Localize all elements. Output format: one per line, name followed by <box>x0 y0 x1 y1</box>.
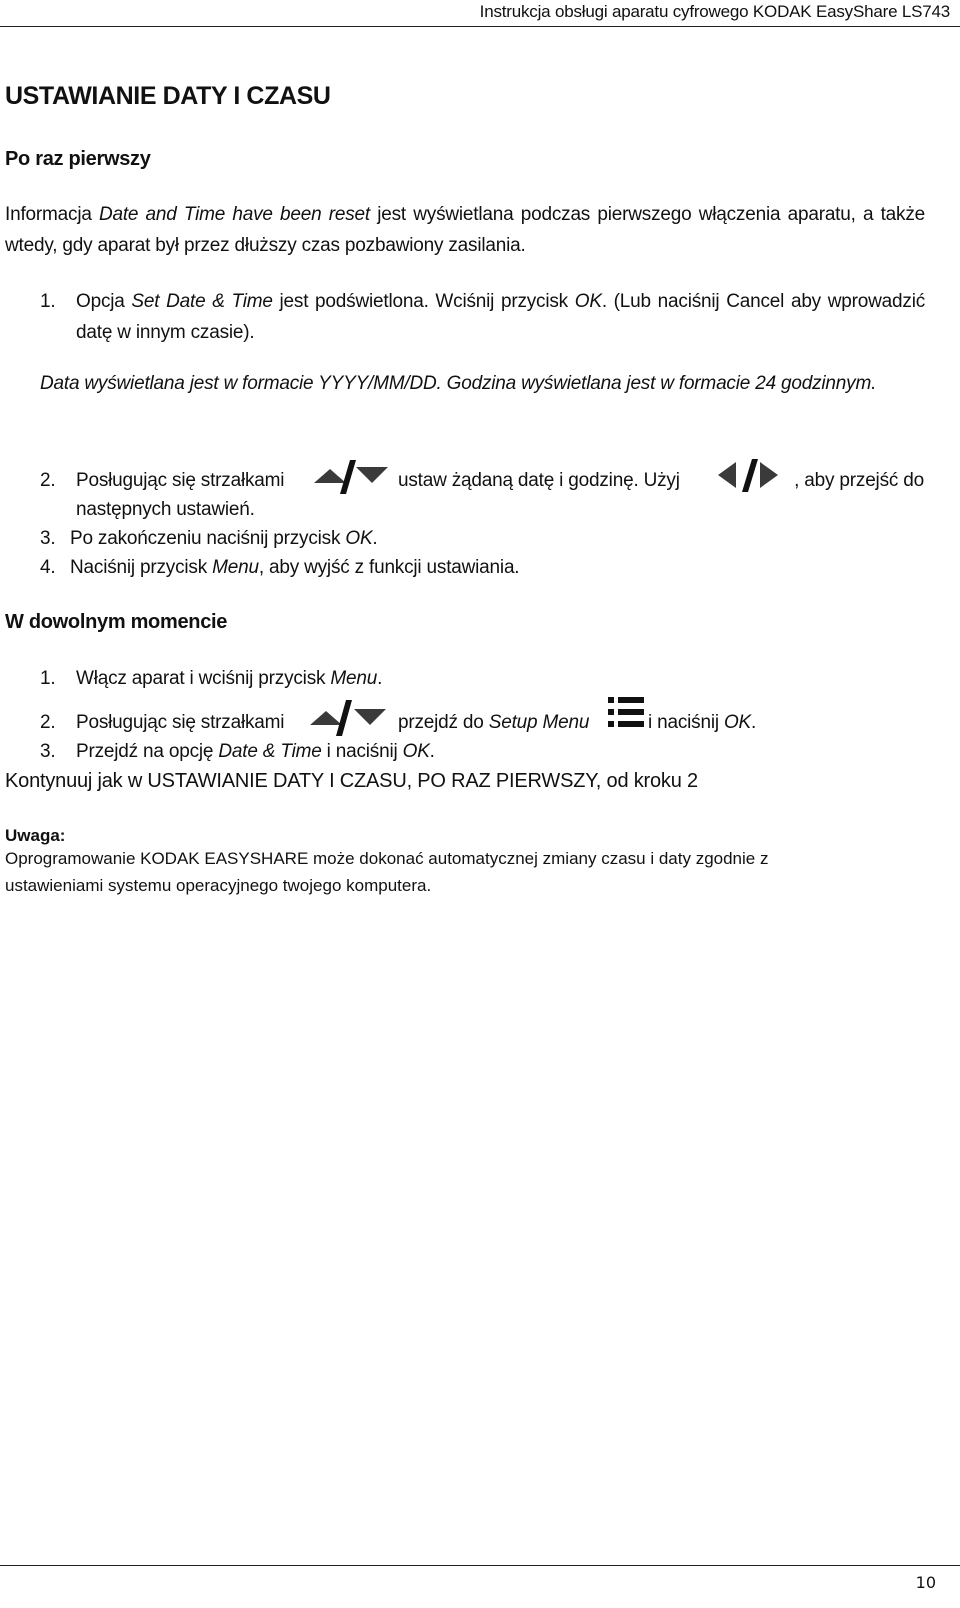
anytime-step-2-number: 2. <box>40 712 56 733</box>
note-label: Uwaga: <box>5 826 66 845</box>
step-1-text: Opcja Set Date & Time jest podświetlona. Wciśnij przycisk OK. (Lub naciśnij Cancel aby wprowadzić datę w innym czasie). <box>76 291 926 343</box>
step-3-text: Po zakończeniu naciśnij przycisk OK. <box>70 528 378 549</box>
step-2-number: 2. <box>40 470 56 491</box>
anytime-step-2-text-a: Posługując się strzałkami <box>76 712 285 733</box>
anytime-step-1-text: Włącz aparat i wciśnij przycisk Menu. <box>76 668 383 689</box>
intro-paragraph: Informacja Date and Time have been reset jest wyświetlana podczas pierwszego włączenia aparatu, a także wtedy, gdy aparat był przez dłuższy czas pozbawiony zasilania. <box>5 204 925 256</box>
step-4-text: Naciśnij przycisk Menu, aby wyjść z funkcji ustawiania. <box>70 557 520 578</box>
anytime-step-3-text: Przejdź na opcję Date & Time i naciśnij OK. <box>76 741 435 762</box>
setup-menu-icon <box>606 694 646 735</box>
left-right-arrows-icon <box>716 456 780 501</box>
section-title: USTAWIANIE DATY I CZASU <box>5 82 331 110</box>
step-4-number: 4. <box>40 557 56 578</box>
continue-instruction: Kontynuuj jak w USTAWIANIE DATY I CZASU, PO RAZ PIERWSZY, od kroku 2 <box>5 770 698 792</box>
note-text: Oprogramowanie KODAK EASYSHARE może dokonać automatycznej zmiany czasu i daty zgodnie z ustawieniami systemu operacyjnego twojego komputera. <box>5 849 769 895</box>
step-2-text-d: następnych ustawień. <box>76 499 255 520</box>
document-header-title: Instrukcja obsługi aparatu cyfrowego KODAK EasyShare LS743 <box>479 2 950 21</box>
subsection-heading-first-time: Po raz pierwszy <box>5 148 151 170</box>
step-3-number: 3. <box>40 528 56 549</box>
step-2-text-c: , aby przejść do <box>794 470 924 491</box>
anytime-step-1-number: 1. <box>40 668 56 689</box>
anytime-step-3-number: 3. <box>40 741 56 762</box>
header-divider <box>0 26 960 27</box>
step-1-number: 1. <box>40 291 56 312</box>
subsection-heading-any-time: W dowolnym momencie <box>5 611 228 633</box>
up-down-arrows-icon <box>312 456 390 501</box>
anytime-step-2-text-b: przejdź do Setup Menu <box>398 712 590 733</box>
up-down-arrows-icon <box>308 696 388 743</box>
step-2-text-a: Posługując się strzałkami <box>76 470 285 491</box>
date-format-note: Data wyświetlana jest w formacie YYYY/MM/DD. Godzina wyświetlana jest w formacie 24 godzinnym. <box>40 373 877 394</box>
anytime-step-2-text-c: i naciśnij OK. <box>648 712 757 733</box>
step-2-text-b: ustaw żądaną datę i godzinę. Użyj <box>398 470 680 491</box>
page-number: 10 <box>915 1573 936 1592</box>
footer-divider <box>0 1565 960 1566</box>
